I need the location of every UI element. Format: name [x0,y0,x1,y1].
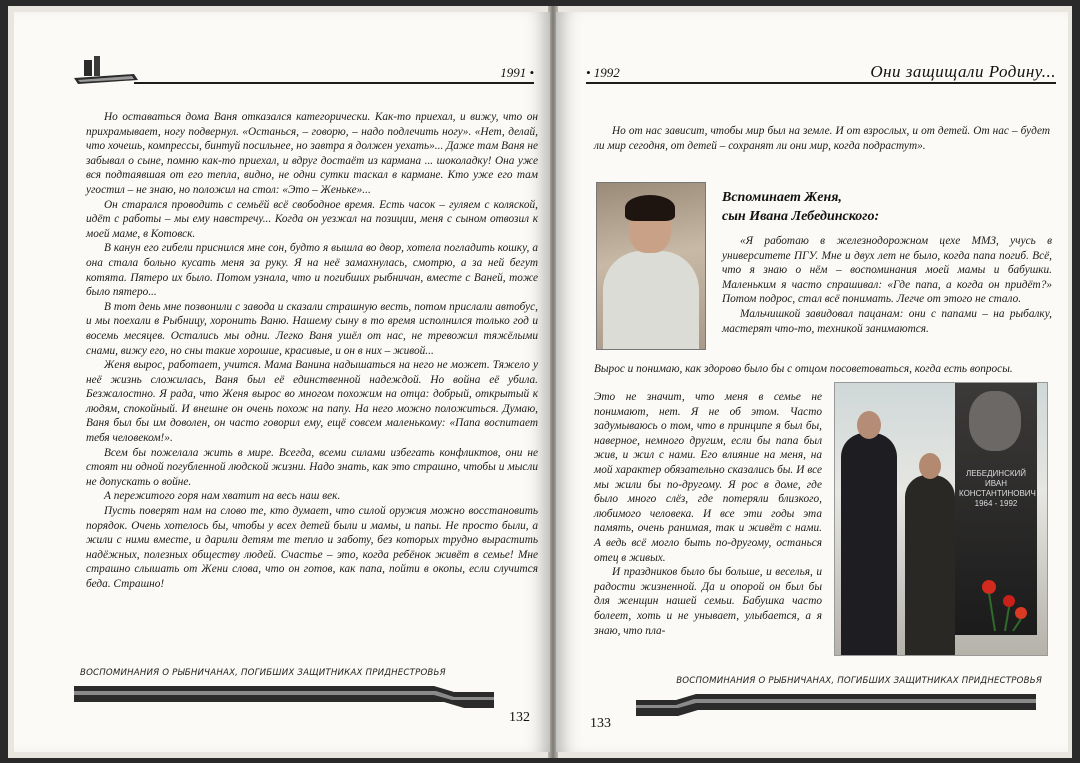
right-page [556,12,1068,752]
photo-figure [841,433,897,655]
tombstone-inscription: ЛЕБЕДИНСКИЙ ИВАН КОНСТАНТИНОВИЧ 1964 - 1992 [959,469,1036,508]
full-width-text [594,362,1052,377]
paragraph: В канун его гибели приснился мне сон, будто я вышла во двор, хотела погладить кошку, а она стала больно кусать меня за руку. Я на неё замахнулась, смотрю, а за ней бегут котята. Пятеро их было. Потом узнала, что и погибших рыбничан, вместе с Ваней, тоже было пятеро... [86,242,538,299]
flowers-icon [975,573,1035,633]
paragraph: Но от нас зависит, чтобы мир был на земле. И от взрослых, и от детей. От нас – будет ли мир сегодня, от детей – сохранят ли они мир, когда подрастут». [594,125,1050,152]
portrait-photo [596,182,706,350]
heading-line: Вспоминает Женя, [722,190,842,205]
paragraph: В тот день мне позвонили с завода и сказали страшную весть, потом прислали автобус, и мы поехали в Рыбницу, хоронить Ваню. Нашему сыну в то время исполнился только год и восемь месяцев. Остались мы одни. Легко Ваня ушёл от нас, не тревожил тяжёлыми снами, вижу его, но сны такие хорошие, красивые, и он в них – живой... [86,300,538,357]
footer-label: ВОСПОМИНАНИЯ О РЫБНИЧАНАХ, ПОГИБШИХ ЗАЩИТНИКАХ ПРИДНЕСТРОВЬЯ [676,676,1042,686]
page-number: 133 [590,716,611,731]
paragraph: А пережитого горя нам хватит на весь наш век. [104,490,341,503]
photo-figure [603,251,699,349]
paragraph: Вырос и понимаю, как здорово было бы с отцом посоветоваться, когда есть вопросы. [594,363,1013,375]
paragraph: Мальчишкой завидовал пацанам: они с папами – на рыбалку, мастерят что-то, техникой занимаются. [722,307,1052,335]
heading-line: сын Ивана Лебединского: [722,209,880,224]
paragraph: Это не значит, что меня в семье не понимают, нет. Я не об этом. Часто задумываюсь о том, что в принципе я был бы, наверное, немного другим, если бы папа был жив, и жил с нами. Его влияние на меня, на мой характер обязательно сказались бы. И все мы жили бы по-другому. Я рос в доме, где было много слёз, где потеряли близкого, любимого человека. И все эти годы эта память, очень ранимая, так и живёт с нами. А ведь всё могло быть по-другому, останься отец в живых. [594,391,822,564]
page-year: • 1992 [586,65,620,80]
paragraph: Он старался проводить с семьёй всё свободное время. Есть часок – гуляем с коляской, идёт с работы – мы ему навстречу... Когда он уезжал на позиции, меня с сыном отвозил к моей маме, в Котовск. [86,198,538,240]
photo-figure [905,475,955,655]
paragraph: И праздников было бы больше, и веселья, и радости жизненной. Да и опорой он был бы для женщин нашей семьи. Бабушка часто болеет, хоть и не унывает, улыбается, а я знаю, что пла- [594,566,822,637]
header-rule [586,82,1056,84]
memorial-photo [834,382,1048,656]
ribbon-icon [636,692,1036,718]
ribbon-icon [74,684,494,710]
footer-label: ВОСПОМИНАНИЯ О РЫБНИЧАНАХ, ПОГИБШИХ ЗАЩИТНИКАХ ПРИДНЕСТРОВЬЯ [80,668,446,678]
right-page-header [586,52,1056,92]
monument-icon [74,54,138,86]
left-page-header [74,52,534,92]
paragraph: Но оставаться дома Ваня отказался категорически. Как-то приехал, и вижу, что он прихрамывает, ногу подвернул. «Останься, – говорю, – надо подлечить ногу». «Нет, делай, что хочешь, компрессы, бинтуй посильнее, но завтра я должен уехать»... Даже там Ваня не забывал о сыне, помню как-то приехал, и вдруг достаёт из кармана ... шоколадку! Она уже вся подтаявшая от его тепла, видно, не одни сутки таскал в кармане. Кто уже его там угостил – не знаю, но положил на стол: «Это – Женьке»... [86,111,538,196]
paragraph: «Я работаю в железнодорожном цехе ММЗ, учусь в университете ПГУ. Мне и двух лет не было, когда папа погиб. Всё, что я знаю о нём – воспоминания моей мамы и бабушки. Маленьким я часто спрашивал: «Где папа, а когда он придёт?» Потом подрос, стал всё понимать. Легче от этого не стало. [722,235,1052,306]
page-number: 132 [509,710,530,725]
tombstone-portrait [969,391,1021,451]
header-rule [134,82,534,84]
left-page-text [86,110,538,592]
photo-figure [625,195,675,221]
page-year: 1991 • [500,65,534,80]
section-heading [722,188,1022,226]
page-motto: Они защищали Родину... [870,62,1056,81]
column-text [594,390,822,638]
paragraph: Всем бы пожелала жить в мире. Всегда, всеми силами избегать конфликтов, они не стоят ни одной погубленной людской жизни. Надо знать, как это страшно, чтобы и мысли не допускать о войне. [86,446,538,488]
book-spread [8,6,1072,758]
intro-text [594,124,1050,153]
paragraph: Пусть поверят нам на слово те, кто думает, что силой оружия можно восстановить порядок. Очень хотелось бы, чтобы у всех детей были и мамы, и папы. Не просто были, а жили с ними вместе, и дарили детям те тепло и заботу, без которых трудно вырастить надёжных, полезных обществу людей. Счастье – это, когда ребёнок живёт в семье! Мне страшно слышать от Жени слова, что он готов, как папа, пойти в окопы, если случится беда. Страшно! [86,505,538,590]
text-beside-photo [722,234,1052,336]
left-page [14,12,550,752]
paragraph: Женя вырос, работает, учится. Мама Ванина надышаться на него не может. Тяжело у неё жизнь сложилась, Ваня был её единственной надеждой. Но война её убила. Безжалостно. Я рада, что Женя вырос во многом похожим на отца: добрый, открытый к людям, спокойный. И внешне он очень похож на папу. На него можно положиться. Думаю, Ваня был бы им доволен, он часто говорил ему, ещё совсем маленькому: «Папа воспитает тебя человеком!». [86,359,538,445]
